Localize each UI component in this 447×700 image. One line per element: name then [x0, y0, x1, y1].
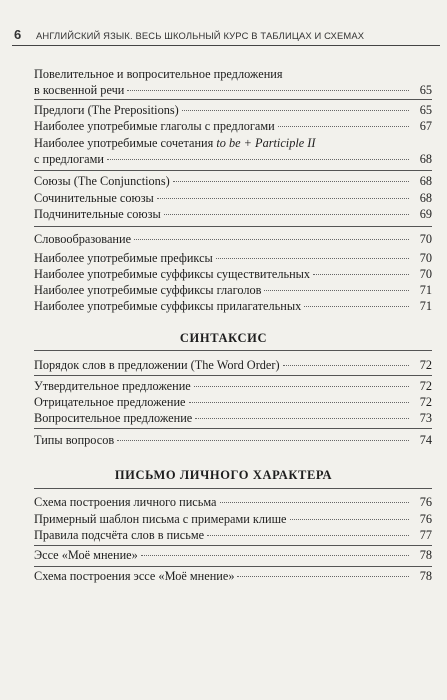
toc-entry: [34, 410, 432, 426]
toc-entry: [34, 298, 432, 314]
toc-entry: [34, 282, 432, 298]
toc-entry-page: 78: [419, 548, 432, 562]
toc-entry-page: 74: [419, 433, 432, 447]
toc-entry: [34, 568, 432, 584]
toc-entry: [34, 547, 432, 563]
toc-entry-title: Вопросительное предложение: [34, 411, 193, 425]
leader-dots: [220, 502, 409, 503]
leader-dots: [264, 290, 409, 291]
group-separator: [34, 99, 432, 100]
toc-entry-page: 69: [419, 207, 432, 221]
leader-dots: [283, 365, 409, 366]
leader-dots: [194, 386, 409, 387]
toc-entry-page: 70: [419, 232, 432, 246]
title-part: Наиболее употребимые сочетания: [34, 136, 217, 150]
toc-entry-page: 68: [419, 191, 432, 205]
group-separator: [34, 566, 432, 567]
toc-entry: [34, 250, 432, 266]
toc-entry-page: 76: [419, 495, 432, 509]
toc-entry-title: Правила подсчёта слов в письме: [34, 528, 205, 542]
toc-entry-title: Наиболее употребимые глаголы с предлогами: [34, 119, 275, 133]
leader-dots: [313, 274, 409, 275]
leader-dots: [127, 90, 409, 91]
page-header: [0, 0, 447, 44]
toc-entry-title: Эссе «Моё мнение»: [34, 548, 138, 562]
title-italic-part: to be + Participle II: [216, 136, 316, 150]
leader-dots: [182, 110, 409, 111]
toc-entry: [34, 394, 432, 410]
toc-entry: [34, 118, 432, 134]
header-rule: [12, 45, 440, 46]
toc-entry: [34, 511, 432, 527]
toc-entry-page: 76: [419, 512, 432, 526]
toc-entry-page: 72: [419, 358, 432, 372]
toc-entry-page: 68: [419, 174, 432, 188]
toc-entry: [34, 378, 432, 394]
group-separator: [34, 375, 432, 376]
toc-entry-title: Отрицательное предложение: [34, 395, 186, 409]
toc-entry-page: 77: [419, 528, 432, 542]
running-title: АНГЛИЙСКИЙ ЯЗЫК. ВЕСЬ ШКОЛЬНЫЙ КУРС В ТАБЛИЦАХ И СХЕМАХ: [36, 30, 365, 41]
group-separator: [34, 226, 432, 227]
toc-entry: [34, 527, 432, 543]
toc-entry-title: Схема построения личного письма: [34, 495, 217, 509]
toc-entry-page: 72: [419, 379, 432, 393]
toc-entry-title: Наиболее употребимые суффиксы глаголов: [34, 283, 262, 297]
toc-entry-title: Схема построения эссе «Моё мнение»: [34, 569, 235, 583]
leader-dots: [195, 418, 409, 419]
section-heading-letter: ПИСЬМО ЛИЧНОГО ХАРАКТЕРА: [114, 468, 333, 482]
toc-entry-title: Повелительное и вопросительное предложения: [34, 67, 283, 81]
toc-entry-page: 65: [419, 83, 432, 97]
leader-dots: [207, 535, 409, 536]
section-rule: [34, 488, 432, 489]
leader-dots: [117, 440, 409, 441]
toc-entry-title: Порядок слов в предложении (The Word Order): [34, 358, 280, 372]
section-heading-syntax: СИНТАКСИС: [179, 331, 268, 345]
toc-entry: [34, 135, 432, 167]
leader-dots: [134, 239, 409, 240]
leader-dots: [173, 181, 409, 182]
toc-entry-page: 78: [419, 569, 432, 583]
toc-entry-title: Словообразование: [34, 232, 132, 246]
toc-entry-page: 65: [419, 103, 432, 117]
leader-dots: [164, 214, 409, 215]
toc-entry: [34, 266, 432, 282]
toc-entry-page: 72: [419, 395, 432, 409]
group-separator: [34, 170, 432, 171]
toc-entry-title: Сочинительные союзы: [34, 191, 154, 205]
toc-entry: [34, 432, 432, 448]
page-number: 6: [14, 27, 22, 42]
toc-entry-page: 68: [419, 152, 432, 166]
leader-dots: [189, 402, 409, 403]
toc-entry: [34, 494, 432, 510]
toc-entry-page: 71: [419, 299, 432, 313]
toc-entry-page: 67: [419, 119, 432, 133]
toc-entry-page: 70: [419, 251, 432, 265]
toc-entry: [34, 206, 432, 222]
leader-dots: [157, 198, 409, 199]
toc-entry-title: Наиболее употребимые суффиксы существительных: [34, 267, 311, 281]
leader-dots: [278, 126, 409, 127]
toc-entry-title: Наиболее употребимые суффиксы прилагательных: [34, 299, 302, 313]
toc-entry-title: Типы вопросов: [34, 433, 115, 447]
toc-entry-title: Наиболее употребимые префиксы: [34, 251, 213, 265]
leader-dots: [304, 306, 409, 307]
section-rule: [34, 350, 432, 351]
toc-entry: [34, 66, 432, 98]
toc-entry-title: Утвердительное предложение: [34, 379, 191, 393]
group-separator: [34, 545, 432, 546]
toc-entry: [34, 357, 432, 373]
leader-dots: [216, 258, 409, 259]
leader-dots: [107, 159, 409, 160]
toc-entry: [34, 173, 432, 189]
toc-entry: [34, 102, 432, 118]
toc-entry: [34, 231, 432, 247]
toc-entry-page: 70: [419, 267, 432, 281]
toc-entry-title-cont: с предлогами: [34, 152, 104, 166]
toc-entry-page: 73: [419, 411, 432, 425]
group-separator: [34, 428, 432, 429]
toc-entry-page: 71: [419, 283, 432, 297]
toc-entry-title: Предлоги (The Prepositions): [34, 103, 179, 117]
leader-dots: [290, 519, 409, 520]
toc-entry-title: Союзы (The Conjunctions): [34, 174, 170, 188]
toc-entry-title: Примерный шаблон письма с примерами клише: [34, 512, 287, 526]
toc-entry-title: Подчинительные союзы: [34, 207, 161, 221]
leader-dots: [141, 555, 409, 556]
toc-entry-title: [34, 135, 316, 151]
leader-dots: [237, 576, 409, 577]
toc-entry-title-cont: в косвенной речи: [34, 83, 125, 97]
toc-entry: [34, 190, 432, 206]
